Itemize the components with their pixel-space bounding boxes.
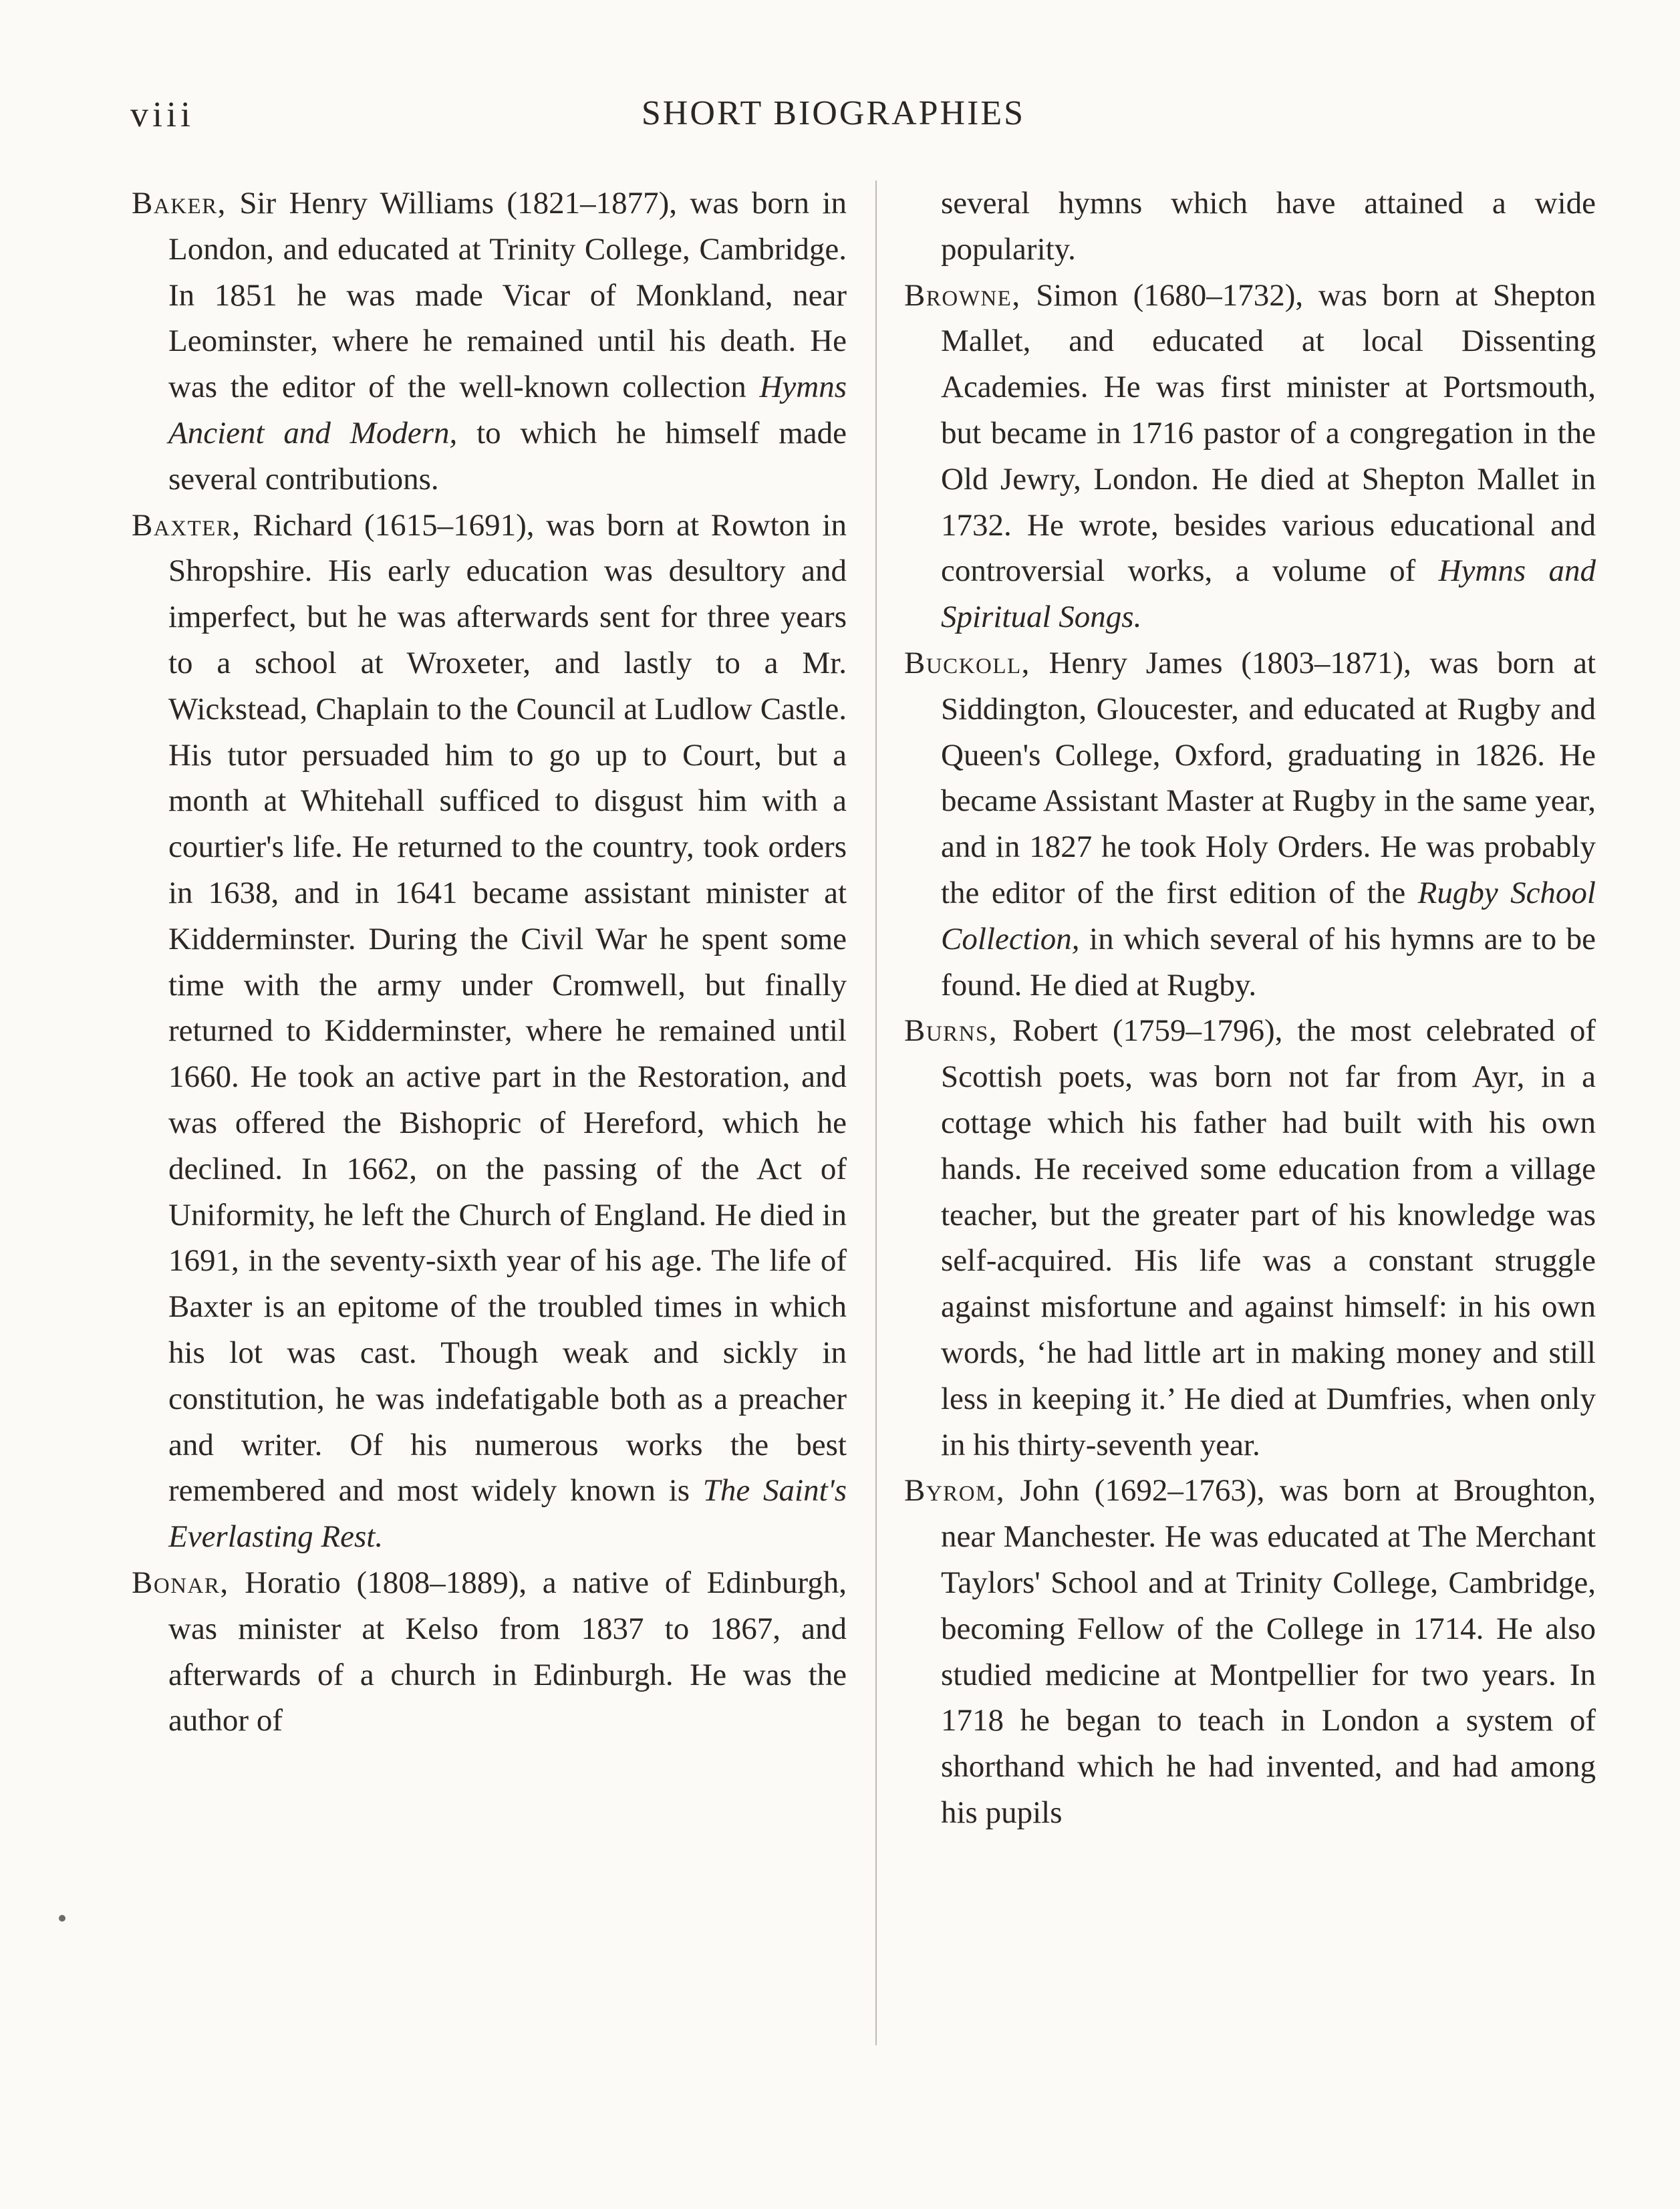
entry-name: Byrom,: [904, 1473, 1006, 1509]
entry-text: Henry James (1803–1871), was born at Siddington, Gloucester, and educated at Rugby and Queen's College, Oxford, graduating in 1826. He became Assistant Master at Rugby in the same year, and in 1827 he took Holy Orders. He was probably the editor of the first edition of the: [941, 645, 1596, 910]
entry-buckoll: [904, 640, 1596, 1008]
entry-browne: [904, 273, 1596, 640]
entry-byrom: [904, 1468, 1596, 1835]
entry-name: Burns,: [904, 1013, 998, 1049]
entry-text: Robert (1759–1796), the most celebrated of Scottish poets, was born not far from Ayr, in a cottage which his father had built with his own hands. He received some education from a village teacher, but the greater part of his knowledge was self-acquired. His life was a constant struggle against misfortune and against himself: in his own words, ‘he had little art in making money and still less in keeping it.’ He died at Dumfries, when only in his thirty-seventh year.: [941, 1013, 1596, 1462]
running-head: SHORT BIOGRAPHIES: [641, 94, 1026, 132]
entry-burns: [904, 1008, 1596, 1468]
entry-bonar: [132, 1560, 847, 1744]
work-title: Hymns and Spiritual Songs.: [941, 553, 1596, 635]
page-number: viii: [130, 94, 195, 134]
entry-text: Simon (1680–1732), was born at Shepton Mallet, and educated at local Dissenting Academies. He was first minister at Portsmouth, but became in 1716 pastor of a congregation in the Old Jewry, London. He died at Shepton Mallet in 1732. He wrote, besides various educational and controversial works, a volume of: [941, 277, 1596, 589]
entry-name: Browne,: [904, 277, 1021, 313]
entry-bonar-continued: several hymns which have attained a wide popularity.: [941, 186, 1596, 267]
work-title: Hymns Ancient and Modern,: [168, 370, 847, 450]
entry-name: Bonar,: [132, 1565, 229, 1600]
column-divider: [875, 180, 877, 2045]
page-header: [130, 94, 1536, 140]
entry-baker: [132, 180, 847, 503]
work-title: Rugby School Collection,: [941, 875, 1596, 956]
entry-text: Richard (1615–1691), was born at Rowton in Shropshire. His early education was desultory and imperfect, but he was afterwards sent for three years to a school at Wroxeter, and lastly to a Mr. Wickstead, Chaplain to the Council at Ludlow Castle. His tutor persuaded him to go up to Court, but a month at Whitehall sufficed to disgust him with a courtier's life. He returned to the country, took orders in 1638, and in 1641 became assistant minister at Kidderminster. During the Civil War he spent some time with the army under Cromwell, but finally returned to Kidderminster, where he remained until 1660. He took an active part in the Restoration, and was offered the Bishopric of Hereford, which he declined. In 1662, on the passing of the Act of Uniformity, he left the Church of England. He died in 1691, in the seventy-sixth year of his age. The life of Baxter is an epitome of the troubled times in which his lot was cast. Though weak and sickly in constitution, he was indefatigable both as a preacher and writer. Of his numerous works the best remembered and most widely known is: [168, 507, 847, 1509]
entry-text: Sir Henry Williams (1821–1877), was born in London, and educated at Trinity College, Cambridge. In 1851 he was made Vicar of Monkland, near Leominster, where he remained until his death. He was the editor of the well-known collection: [168, 186, 847, 405]
entry-name: Baxter,: [132, 507, 241, 543]
entry-name: Buckoll,: [904, 645, 1030, 680]
margin-dot: [59, 1915, 65, 1922]
work-title: The Saint's Everlasting Rest.: [168, 1473, 847, 1555]
entry-text: Horatio (1808–1889), a native of Edinburgh, was minister at Kelso from 1837 to 1867, and afterwards of a church in Edinburgh. He was the author of: [168, 1565, 847, 1738]
left-column: [132, 180, 847, 1744]
entry-text: John (1692–1763), was born at Broughton, near Manchester. He was educated at The Merchant Taylors' School and at Trinity College, Cambridge, becoming Fellow of the College in 1714. He also studied medicine at Montpellier for two years. In 1718 he began to teach in London a system of shorthand which he had invented, and had among his pupils: [941, 1473, 1596, 1830]
entry-baxter: [132, 503, 847, 1560]
entry-name: Baker,: [132, 186, 227, 221]
entry-text: to which he himself made several contributions.: [168, 415, 847, 497]
right-column: [904, 180, 1596, 1836]
entry-text: in which several of his hymns are to be found. He died at Rugby.: [941, 921, 1596, 1003]
